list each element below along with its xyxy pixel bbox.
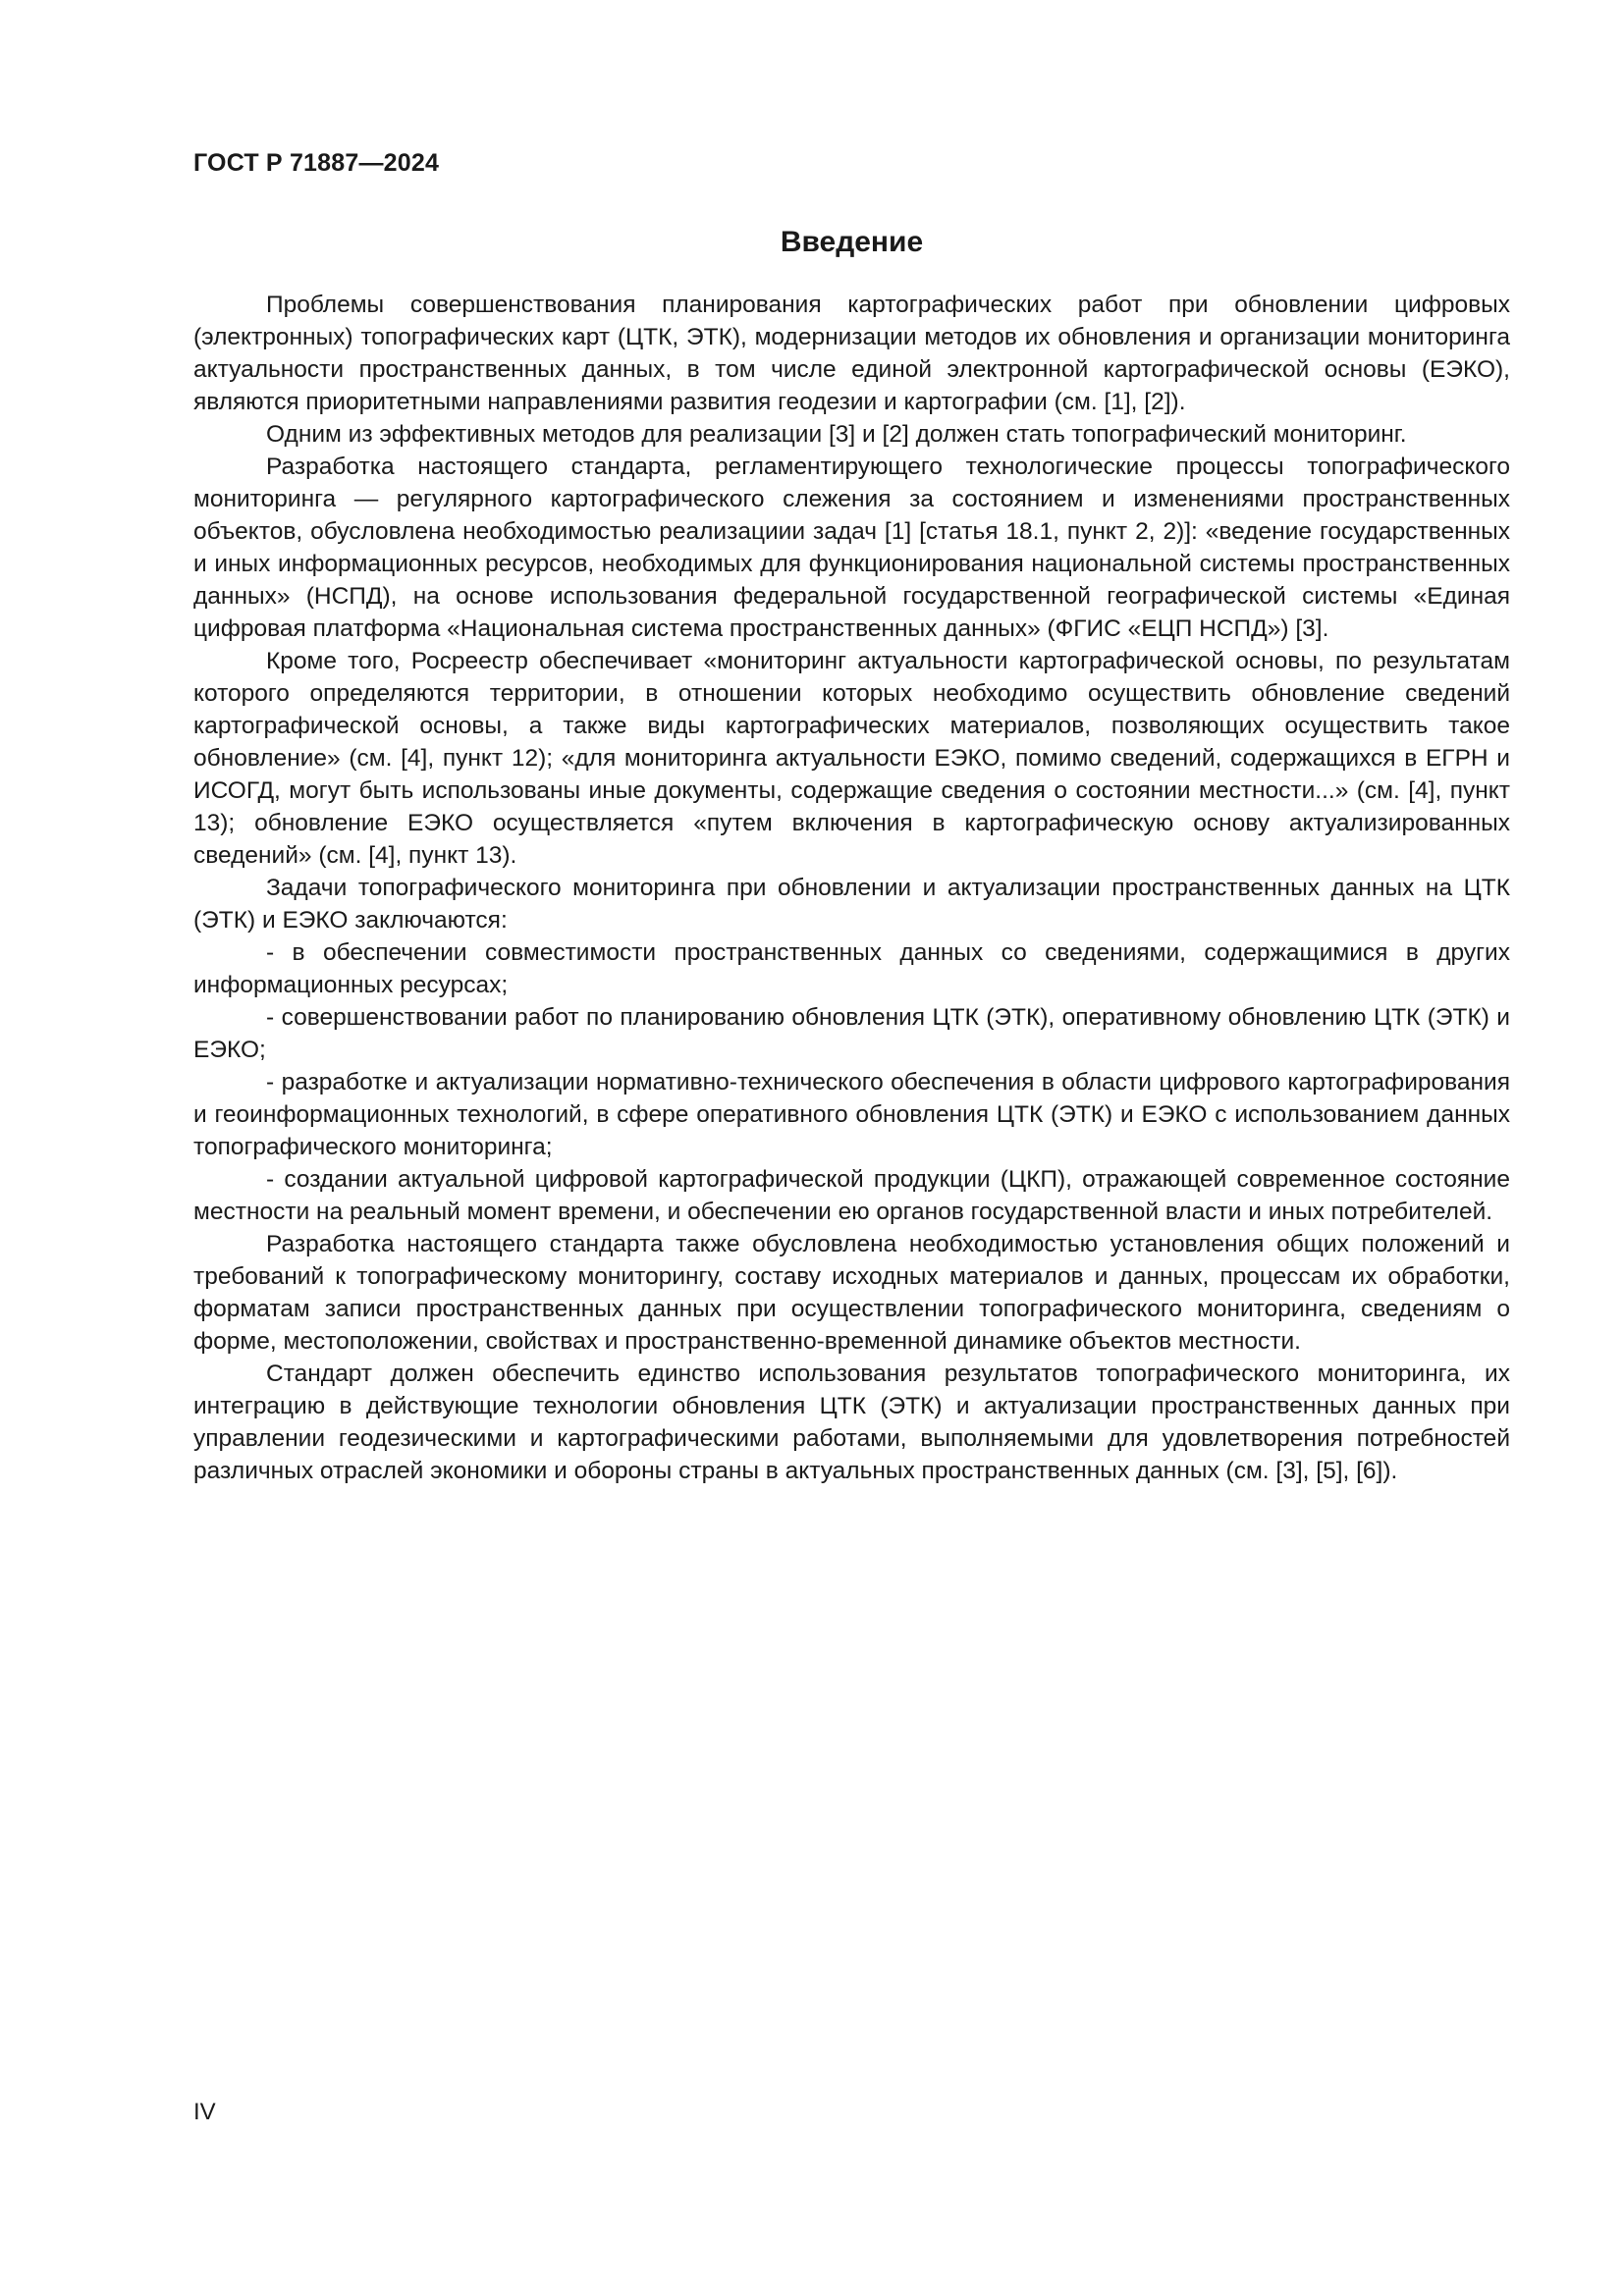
paragraph: Разработка настоящего стандарта также обусловлена необходимостью установления общих положений и требований к топографическому мониторингу, составу исходных материалов и данных, процессам их обработки, форматам записи пространственных данных при осуществлении топографического мониторинга, сведениям о форме, местоположении, свойствах и пространственно-временной динамике объектов местности. [193,1231,1510,1355]
paragraph: Разработка настоящего стандарта, регламентирующего технологические процессы топографического мониторинга — регулярного картографического слежения за состоянием и изменениями пространственных объектов, обусловлена необходимостью реализациии задач [1] [статья 18.1, пункт 2, 2)]: «ведение государственных и иных информационных ресурсов, необходимых для функционирования национальной системы пространственных данных» (НСПД), на основе использования федеральной государственной географической системы «Единая цифровая платформа «Национальная система пространственных данных» (ФГИС «ЕЦП НСПД») [3]. [193,454,1510,642]
paragraph: Кроме того, Росреестр обеспечивает «мониторинг актуальности картографической основы, по результатам которого определяются территории, в отношении которых необходимо осуществить обновление сведений картографической основы, а также виды картографических материалов, позволяющих осуществить такое обновление» (см. [4], пункт 12); «для мониторинга актуальности ЕЭКО, помимо сведений, содержащихся в ЕГРН и ИСОГД, могут быть использованы иные документы, содержащие сведения о состоянии местности...» (см. [4], пункт 13); обновление ЕЭКО осуществляется «путем включения в картографическую основу актуализированных сведений» (см. [4], пункт 13). [193,648,1510,869]
paragraph: Стандарт должен обеспечить единство использования результатов топографического мониторинга, их интеграцию в действующие технологии обновления ЦТК (ЭТК) и актуализации пространственных данных при управлении геодезическими и картографическими работами, выполняемыми для удовлетворения потребностей различных отраслей экономики и обороны страны в актуальных пространственных данных (см. [3], [5], [6]). [193,1361,1510,1484]
list-item: - создании актуальной цифровой картографической продукции (ЦКП), отражающей современное состояние местности на реальный момент времени, и обеспечении ею органов государственной власти и иных потребителей. [193,1166,1510,1225]
paragraph: Одним из эффективных методов для реализации [3] и [2] должен стать топографический мониторинг. [266,421,1407,448]
paragraph: Задачи топографического мониторинга при обновлении и актуализации пространственных данных на ЦТК (ЭТК) и ЕЭКО заключаются: [193,875,1510,934]
list-item: - в обеспечении совместимости пространственных данных со сведениями, содержащимися в других информационных ресурсах; [193,939,1510,998]
body-text [193,289,1510,1487]
section-title: Введение [780,226,924,258]
list-item: - разработке и актуализации нормативно-технического обеспечения в области цифрового картографирования и геоинформационных технологий, в сфере оперативного обновления ЦТК (ЭТК) и ЕЭКО с использованием данных топографического мониторинга; [193,1069,1510,1160]
list-item: - совершенствовании работ по планированию обновления ЦТК (ЭТК), оперативному обновлению ЦТК (ЭТК) и ЕЭКО; [193,1004,1510,1063]
page-number: IV [193,2099,216,2125]
paragraph: Проблемы совершенствования планирования картографических работ при обновлении цифровых (электронных) топографических карт (ЦТК, ЭТК), модернизации методов их обновления и организации мониторинга актуальности пространственных данных, в том числе единой электронной картографической основы (ЕЭКО), являются приоритетными направлениями развития геодезии и картографии (см. [1], [2]). [193,292,1510,415]
document-id-header: ГОСТ Р 71887—2024 [193,149,440,177]
